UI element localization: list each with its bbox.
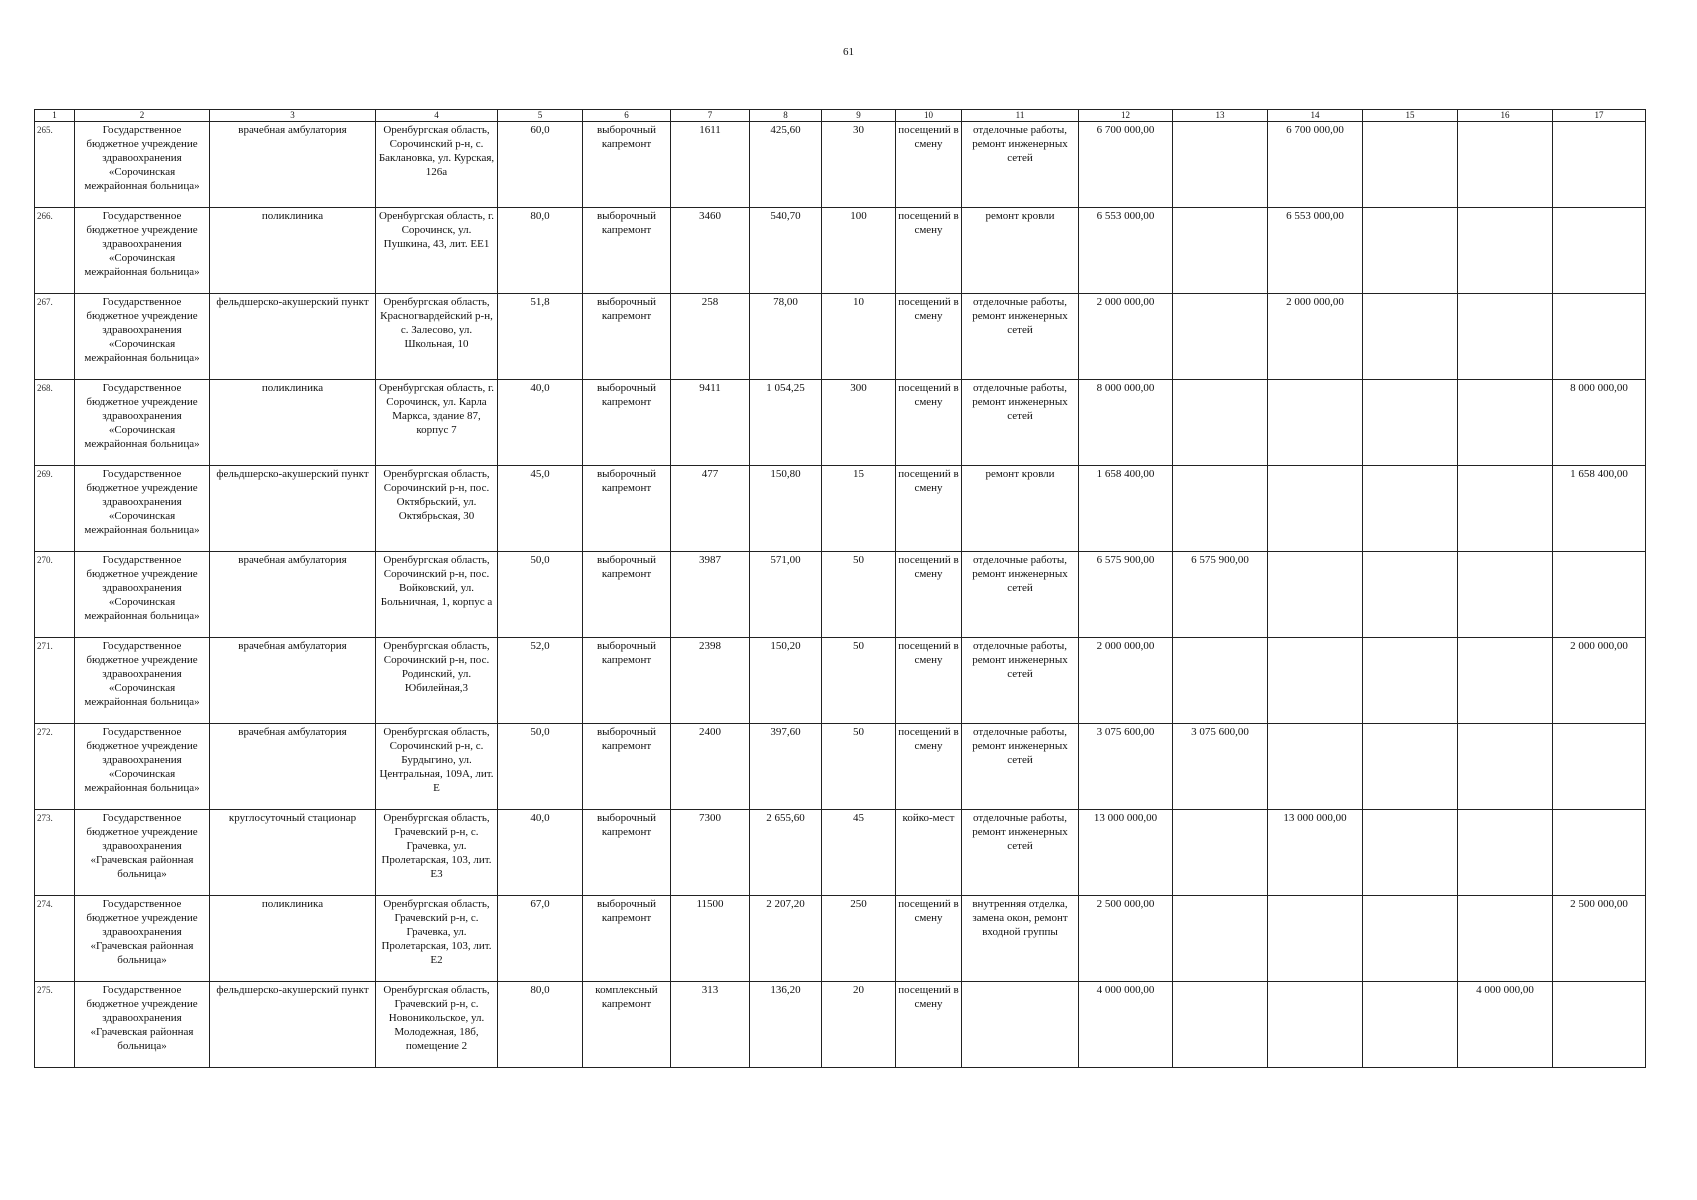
- facility-type-cell: врачебная амбулатория: [210, 552, 376, 638]
- institution-cell: Государственное бюджетное учреждение здравоохранения «Грачевская районная больница»: [75, 810, 210, 896]
- column-number-cell: 13: [1173, 110, 1268, 122]
- row-number-cell: 267.: [35, 294, 75, 380]
- col13-amount-cell: [1173, 810, 1268, 896]
- works-description-cell: отделочные работы, ремонт инженерных сетей: [962, 122, 1079, 208]
- col16-amount-cell: [1458, 122, 1553, 208]
- col7-value-cell: 11500: [671, 896, 750, 982]
- total-cost-cell: 2 000 000,00: [1079, 638, 1173, 724]
- address-cell: Оренбургская область, Сорочинский р-н, пос. Октябрьский, ул. Октябрьская, 30: [376, 466, 498, 552]
- facility-type-cell: поликлиника: [210, 380, 376, 466]
- col8-value-cell: 571,00: [750, 552, 822, 638]
- col15-amount-cell: [1363, 896, 1458, 982]
- col13-amount-cell: [1173, 896, 1268, 982]
- col15-amount-cell: [1363, 724, 1458, 810]
- wear-percent-cell: 52,0: [498, 638, 583, 724]
- capacity-unit-cell: посещений в смену: [896, 466, 962, 552]
- column-number-cell: 1: [35, 110, 75, 122]
- institution-cell: Государственное бюджетное учреждение здравоохранения «Сорочинская межрайонная больница»: [75, 122, 210, 208]
- column-number-cell: 5: [498, 110, 583, 122]
- address-cell: Оренбургская область, Грачевский р-н, с. Грачевка, ул. Пролетарская, 103, лит. Е2: [376, 896, 498, 982]
- row-number-cell: 273.: [35, 810, 75, 896]
- repair-type-cell: комплексный капремонт: [583, 982, 671, 1068]
- row-number-cell: 275.: [35, 982, 75, 1068]
- wear-percent-cell: 50,0: [498, 552, 583, 638]
- table-row: [35, 982, 1646, 1068]
- col13-amount-cell: [1173, 466, 1268, 552]
- facility-type-cell: фельдшерско-акушерский пункт: [210, 466, 376, 552]
- column-number-cell: 4: [376, 110, 498, 122]
- col14-amount-cell: 2 000 000,00: [1268, 294, 1363, 380]
- wear-percent-cell: 51,8: [498, 294, 583, 380]
- col7-value-cell: 7300: [671, 810, 750, 896]
- col7-value-cell: 3987: [671, 552, 750, 638]
- capacity-value-cell: 50: [822, 724, 896, 810]
- institution-cell: Государственное бюджетное учреждение здравоохранения «Сорочинская межрайонная больница»: [75, 466, 210, 552]
- col13-amount-cell: [1173, 208, 1268, 294]
- capacity-value-cell: 100: [822, 208, 896, 294]
- facility-type-cell: поликлиника: [210, 896, 376, 982]
- repair-type-cell: выборочный капремонт: [583, 638, 671, 724]
- capacity-value-cell: 250: [822, 896, 896, 982]
- row-number-cell: 266.: [35, 208, 75, 294]
- col17-amount-cell: [1553, 982, 1646, 1068]
- col8-value-cell: 136,20: [750, 982, 822, 1068]
- column-number-cell: 10: [896, 110, 962, 122]
- column-number-cell: 7: [671, 110, 750, 122]
- col7-value-cell: 9411: [671, 380, 750, 466]
- institution-cell: Государственное бюджетное учреждение здравоохранения «Сорочинская межрайонная больница»: [75, 552, 210, 638]
- capacity-unit-cell: посещений в смену: [896, 208, 962, 294]
- institution-cell: Государственное бюджетное учреждение здравоохранения «Грачевская районная больница»: [75, 896, 210, 982]
- address-cell: Оренбургская область, г. Сорочинск, ул. Карла Маркса, здание 87, корпус 7: [376, 380, 498, 466]
- wear-percent-cell: 45,0: [498, 466, 583, 552]
- col15-amount-cell: [1363, 982, 1458, 1068]
- wear-percent-cell: 80,0: [498, 982, 583, 1068]
- repair-registry-table: [34, 109, 1646, 1068]
- col16-amount-cell: [1458, 638, 1553, 724]
- row-number-cell: 269.: [35, 466, 75, 552]
- col8-value-cell: 397,60: [750, 724, 822, 810]
- total-cost-cell: 3 075 600,00: [1079, 724, 1173, 810]
- column-number-cell: 9: [822, 110, 896, 122]
- institution-cell: Государственное бюджетное учреждение здравоохранения «Сорочинская межрайонная больница»: [75, 638, 210, 724]
- address-cell: Оренбургская область, Сорочинский р-н, пос. Войковский, ул. Больничная, 1, корпус а: [376, 552, 498, 638]
- table-row: [35, 552, 1646, 638]
- facility-type-cell: круглосуточный стационар: [210, 810, 376, 896]
- col13-amount-cell: [1173, 380, 1268, 466]
- col7-value-cell: 2400: [671, 724, 750, 810]
- col16-amount-cell: [1458, 208, 1553, 294]
- col17-amount-cell: [1553, 552, 1646, 638]
- repair-type-cell: выборочный капремонт: [583, 552, 671, 638]
- table-row: [35, 896, 1646, 982]
- capacity-unit-cell: койко-мест: [896, 810, 962, 896]
- table-row: [35, 380, 1646, 466]
- column-number-cell: 16: [1458, 110, 1553, 122]
- col17-amount-cell: [1553, 208, 1646, 294]
- col17-amount-cell: 2 000 000,00: [1553, 638, 1646, 724]
- institution-cell: Государственное бюджетное учреждение здравоохранения «Сорочинская межрайонная больница»: [75, 380, 210, 466]
- col14-amount-cell: [1268, 724, 1363, 810]
- works-description-cell: внутренняя отделка, замена окон, ремонт входной группы: [962, 896, 1079, 982]
- address-cell: Оренбургская область, Красногвардейский р-н, с. Залесово, ул. Школьная, 10: [376, 294, 498, 380]
- col7-value-cell: 2398: [671, 638, 750, 724]
- col8-value-cell: 1 054,25: [750, 380, 822, 466]
- column-number-cell: 17: [1553, 110, 1646, 122]
- capacity-unit-cell: посещений в смену: [896, 380, 962, 466]
- col14-amount-cell: [1268, 380, 1363, 466]
- col16-amount-cell: [1458, 552, 1553, 638]
- col16-amount-cell: [1458, 724, 1553, 810]
- row-number-cell: 268.: [35, 380, 75, 466]
- capacity-value-cell: 15: [822, 466, 896, 552]
- facility-type-cell: фельдшерско-акушерский пункт: [210, 294, 376, 380]
- address-cell: Оренбургская область, Сорочинский р-н, пос. Родинский, ул. Юбилейная,3: [376, 638, 498, 724]
- repair-type-cell: выборочный капремонт: [583, 380, 671, 466]
- repair-type-cell: выборочный капремонт: [583, 122, 671, 208]
- col14-amount-cell: 6 553 000,00: [1268, 208, 1363, 294]
- col15-amount-cell: [1363, 810, 1458, 896]
- capacity-unit-cell: посещений в смену: [896, 982, 962, 1068]
- col13-amount-cell: [1173, 122, 1268, 208]
- col8-value-cell: 2 655,60: [750, 810, 822, 896]
- col16-amount-cell: [1458, 810, 1553, 896]
- col16-amount-cell: [1458, 896, 1553, 982]
- table-row: [35, 122, 1646, 208]
- address-cell: Оренбургская область, г. Сорочинск, ул. Пушкина, 43, лит. ЕЕ1: [376, 208, 498, 294]
- table-row: [35, 208, 1646, 294]
- col15-amount-cell: [1363, 122, 1458, 208]
- col17-amount-cell: 1 658 400,00: [1553, 466, 1646, 552]
- row-number-cell: 271.: [35, 638, 75, 724]
- row-number-cell: 270.: [35, 552, 75, 638]
- table-row: [35, 466, 1646, 552]
- capacity-unit-cell: посещений в смену: [896, 552, 962, 638]
- col13-amount-cell: [1173, 982, 1268, 1068]
- column-number-cell: 14: [1268, 110, 1363, 122]
- column-number-cell: 15: [1363, 110, 1458, 122]
- col13-amount-cell: [1173, 294, 1268, 380]
- column-number-cell: 2: [75, 110, 210, 122]
- table-row: [35, 638, 1646, 724]
- capacity-unit-cell: посещений в смену: [896, 896, 962, 982]
- col7-value-cell: 258: [671, 294, 750, 380]
- repair-type-cell: выборочный капремонт: [583, 896, 671, 982]
- repair-type-cell: выборочный капремонт: [583, 294, 671, 380]
- institution-cell: Государственное бюджетное учреждение здравоохранения «Грачевская районная больница»: [75, 982, 210, 1068]
- row-number-cell: 272.: [35, 724, 75, 810]
- facility-type-cell: поликлиника: [210, 208, 376, 294]
- col8-value-cell: 425,60: [750, 122, 822, 208]
- institution-cell: Государственное бюджетное учреждение здравоохранения «Сорочинская межрайонная больница»: [75, 724, 210, 810]
- facility-type-cell: врачебная амбулатория: [210, 638, 376, 724]
- total-cost-cell: 8 000 000,00: [1079, 380, 1173, 466]
- repair-type-cell: выборочный капремонт: [583, 810, 671, 896]
- capacity-value-cell: 50: [822, 638, 896, 724]
- page-number: 61: [843, 46, 854, 58]
- total-cost-cell: 4 000 000,00: [1079, 982, 1173, 1068]
- col15-amount-cell: [1363, 294, 1458, 380]
- col17-amount-cell: 2 500 000,00: [1553, 896, 1646, 982]
- wear-percent-cell: 40,0: [498, 810, 583, 896]
- total-cost-cell: 2 000 000,00: [1079, 294, 1173, 380]
- col17-amount-cell: [1553, 294, 1646, 380]
- wear-percent-cell: 60,0: [498, 122, 583, 208]
- capacity-unit-cell: посещений в смену: [896, 294, 962, 380]
- wear-percent-cell: 50,0: [498, 724, 583, 810]
- capacity-unit-cell: посещений в смену: [896, 122, 962, 208]
- facility-type-cell: фельдшерско-акушерский пункт: [210, 982, 376, 1068]
- col17-amount-cell: [1553, 724, 1646, 810]
- works-description-cell: ремонт кровли: [962, 466, 1079, 552]
- table-row: [35, 810, 1646, 896]
- col8-value-cell: 78,00: [750, 294, 822, 380]
- col16-amount-cell: 4 000 000,00: [1458, 982, 1553, 1068]
- capacity-unit-cell: посещений в смену: [896, 638, 962, 724]
- col16-amount-cell: [1458, 294, 1553, 380]
- total-cost-cell: 6 575 900,00: [1079, 552, 1173, 638]
- capacity-value-cell: 50: [822, 552, 896, 638]
- address-cell: Оренбургская область, Сорочинский р-н, с. Бурдыгино, ул. Центральная, 109А, лит. Е: [376, 724, 498, 810]
- row-number-cell: 265.: [35, 122, 75, 208]
- col7-value-cell: 477: [671, 466, 750, 552]
- works-description-cell: отделочные работы, ремонт инженерных сетей: [962, 380, 1079, 466]
- column-number-cell: 8: [750, 110, 822, 122]
- wear-percent-cell: 40,0: [498, 380, 583, 466]
- repair-type-cell: выборочный капремонт: [583, 724, 671, 810]
- repair-type-cell: выборочный капремонт: [583, 208, 671, 294]
- col15-amount-cell: [1363, 638, 1458, 724]
- total-cost-cell: 13 000 000,00: [1079, 810, 1173, 896]
- col16-amount-cell: [1458, 380, 1553, 466]
- col17-amount-cell: [1553, 122, 1646, 208]
- row-number-cell: 274.: [35, 896, 75, 982]
- col15-amount-cell: [1363, 466, 1458, 552]
- col8-value-cell: 150,80: [750, 466, 822, 552]
- total-cost-cell: 2 500 000,00: [1079, 896, 1173, 982]
- wear-percent-cell: 80,0: [498, 208, 583, 294]
- works-description-cell: [962, 982, 1079, 1068]
- facility-type-cell: врачебная амбулатория: [210, 122, 376, 208]
- address-cell: Оренбургская область, Грачевский р-н, с. Новоникольское, ул. Молодежная, 18б, помещение 2: [376, 982, 498, 1068]
- col13-amount-cell: 3 075 600,00: [1173, 724, 1268, 810]
- works-description-cell: отделочные работы, ремонт инженерных сетей: [962, 724, 1079, 810]
- column-number-cell: 11: [962, 110, 1079, 122]
- col14-amount-cell: [1268, 552, 1363, 638]
- col8-value-cell: 540,70: [750, 208, 822, 294]
- column-number-row: [35, 110, 1646, 122]
- institution-cell: Государственное бюджетное учреждение здравоохранения «Сорочинская межрайонная больница»: [75, 208, 210, 294]
- capacity-value-cell: 45: [822, 810, 896, 896]
- total-cost-cell: 6 553 000,00: [1079, 208, 1173, 294]
- wear-percent-cell: 67,0: [498, 896, 583, 982]
- column-number-cell: 6: [583, 110, 671, 122]
- col7-value-cell: 313: [671, 982, 750, 1068]
- works-description-cell: отделочные работы, ремонт инженерных сетей: [962, 638, 1079, 724]
- address-cell: Оренбургская область, Грачевский р-н, с. Грачевка, ул. Пролетарская, 103, лит. Е3: [376, 810, 498, 896]
- column-number-cell: 12: [1079, 110, 1173, 122]
- institution-cell: Государственное бюджетное учреждение здравоохранения «Сорочинская межрайонная больница»: [75, 294, 210, 380]
- address-cell: Оренбургская область, Сорочинский р-н, с. Баклановка, ул. Курская, 126а: [376, 122, 498, 208]
- col7-value-cell: 1611: [671, 122, 750, 208]
- repair-type-cell: выборочный капремонт: [583, 466, 671, 552]
- capacity-unit-cell: посещений в смену: [896, 724, 962, 810]
- col14-amount-cell: [1268, 638, 1363, 724]
- facility-type-cell: врачебная амбулатория: [210, 724, 376, 810]
- col8-value-cell: 2 207,20: [750, 896, 822, 982]
- capacity-value-cell: 20: [822, 982, 896, 1068]
- col15-amount-cell: [1363, 208, 1458, 294]
- col17-amount-cell: [1553, 810, 1646, 896]
- col15-amount-cell: [1363, 380, 1458, 466]
- col14-amount-cell: [1268, 896, 1363, 982]
- works-description-cell: отделочные работы, ремонт инженерных сетей: [962, 294, 1079, 380]
- total-cost-cell: 1 658 400,00: [1079, 466, 1173, 552]
- col14-amount-cell: [1268, 982, 1363, 1068]
- works-description-cell: отделочные работы, ремонт инженерных сетей: [962, 810, 1079, 896]
- col16-amount-cell: [1458, 466, 1553, 552]
- column-number-cell: 3: [210, 110, 376, 122]
- works-description-cell: ремонт кровли: [962, 208, 1079, 294]
- col14-amount-cell: [1268, 466, 1363, 552]
- col13-amount-cell: 6 575 900,00: [1173, 552, 1268, 638]
- col8-value-cell: 150,20: [750, 638, 822, 724]
- col15-amount-cell: [1363, 552, 1458, 638]
- col13-amount-cell: [1173, 638, 1268, 724]
- table-row: [35, 294, 1646, 380]
- capacity-value-cell: 300: [822, 380, 896, 466]
- works-description-cell: отделочные работы, ремонт инженерных сетей: [962, 552, 1079, 638]
- col17-amount-cell: 8 000 000,00: [1553, 380, 1646, 466]
- capacity-value-cell: 10: [822, 294, 896, 380]
- total-cost-cell: 6 700 000,00: [1079, 122, 1173, 208]
- table-row: [35, 724, 1646, 810]
- col14-amount-cell: 6 700 000,00: [1268, 122, 1363, 208]
- col7-value-cell: 3460: [671, 208, 750, 294]
- capacity-value-cell: 30: [822, 122, 896, 208]
- col14-amount-cell: 13 000 000,00: [1268, 810, 1363, 896]
